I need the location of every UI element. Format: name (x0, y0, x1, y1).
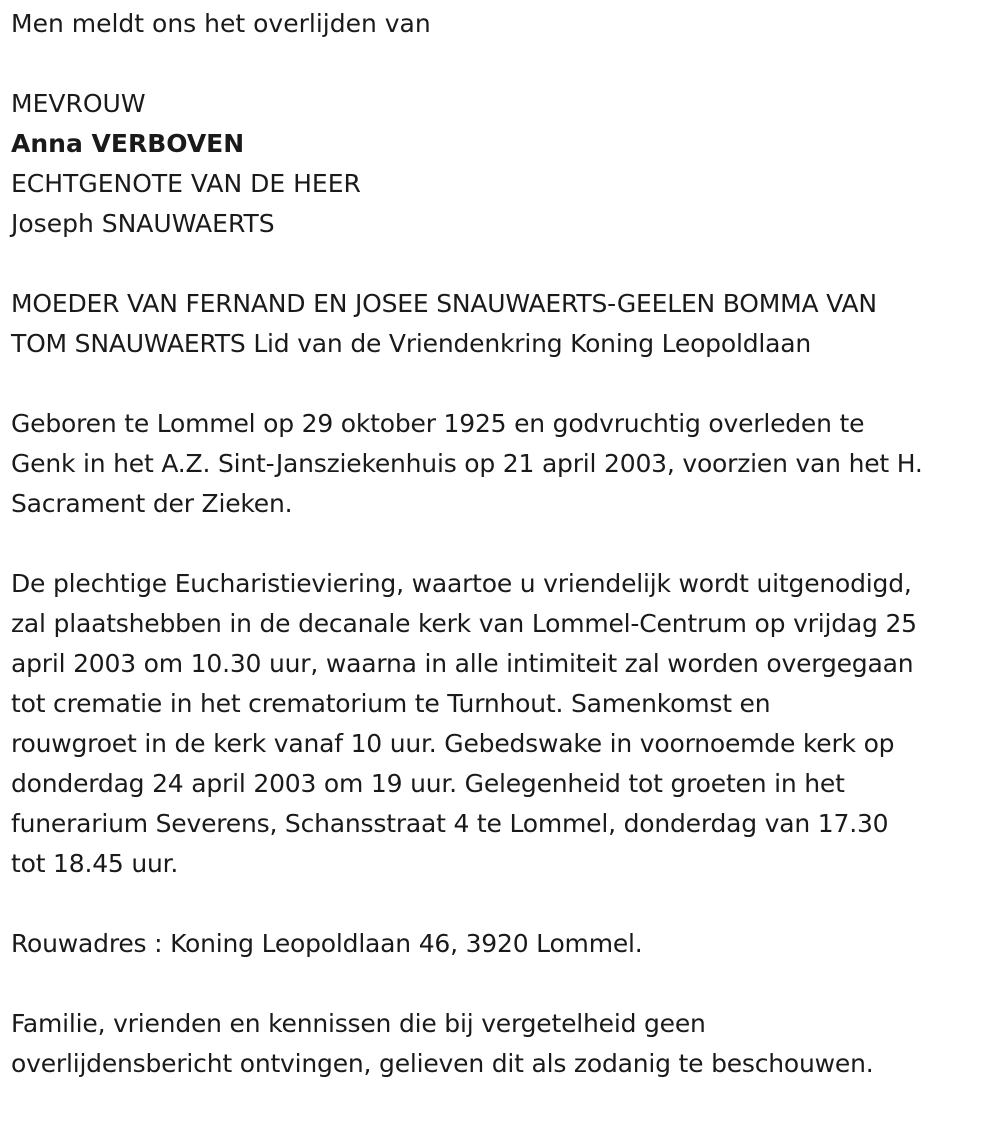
spacer (11, 964, 995, 1004)
ceremony-paragraph (11, 564, 995, 884)
family-paragraph (11, 284, 995, 364)
title-line: MEVROUW (11, 89, 146, 118)
spacer (11, 884, 995, 924)
deceased-name: Anna VERBOVEN (11, 129, 245, 158)
family-line: TOM SNAUWAERTS Lid van de Vriendenkring Koning Leopoldlaan (11, 329, 811, 358)
ceremony-line: donderdag 24 april 2003 om 19 uur. Gelegenheid tot groeten in het (11, 769, 845, 798)
ceremony-line: zal plaatshebben in de decanale kerk van Lommel-Centrum op vrijdag 25 (11, 609, 917, 638)
ceremony-line: De plechtige Eucharistieviering, waartoe u vriendelijk wordt uitgenodigd, (11, 569, 912, 598)
spacer (11, 244, 995, 284)
birth-line: Geboren te Lommel op 29 oktober 1925 en godvruchtig overleden te (11, 409, 865, 438)
spouse-label: ECHTGENOTE VAN DE HEER (11, 169, 361, 198)
birth-line: Sacrament der Zieken. (11, 489, 293, 518)
closing-paragraph (11, 1004, 995, 1084)
ceremony-line: april 2003 om 10.30 uur, waarna in alle intimiteit zal worden overgegaan (11, 649, 914, 678)
spouse-name: Joseph SNAUWAERTS (11, 209, 275, 238)
ceremony-line: tot 18.45 uur. (11, 849, 179, 878)
ceremony-line: funerarium Severens, Schansstraat 4 te Lommel, donderdag van 17.30 (11, 809, 889, 838)
closing-line: overlijdensbericht ontvingen, gelieven dit als zodanig te beschouwen. (11, 1049, 874, 1078)
ceremony-line: rouwgroet in de kerk vanaf 10 uur. Gebedswake in voornoemde kerk op (11, 729, 895, 758)
spacer (11, 524, 995, 564)
funeral-address: Rouwadres : Koning Leopoldlaan 46, 3920 Lommel. (11, 929, 643, 958)
death-notice (11, 4, 995, 1084)
intro-line: Men meldt ons het overlijden van (11, 9, 431, 38)
closing-line: Familie, vrienden en kennissen die bij vergetelheid geen (11, 1009, 706, 1038)
ceremony-line: tot crematie in het crematorium te Turnhout. Samenkomst en (11, 689, 771, 718)
spacer (11, 44, 995, 84)
spacer (11, 364, 995, 404)
birth-paragraph (11, 404, 995, 524)
birth-line: Genk in het A.Z. Sint-Jansziekenhuis op 21 april 2003, voorzien van het H. (11, 449, 923, 478)
family-line: MOEDER VAN FERNAND EN JOSEE SNAUWAERTS-GEELEN BOMMA VAN (11, 289, 877, 318)
